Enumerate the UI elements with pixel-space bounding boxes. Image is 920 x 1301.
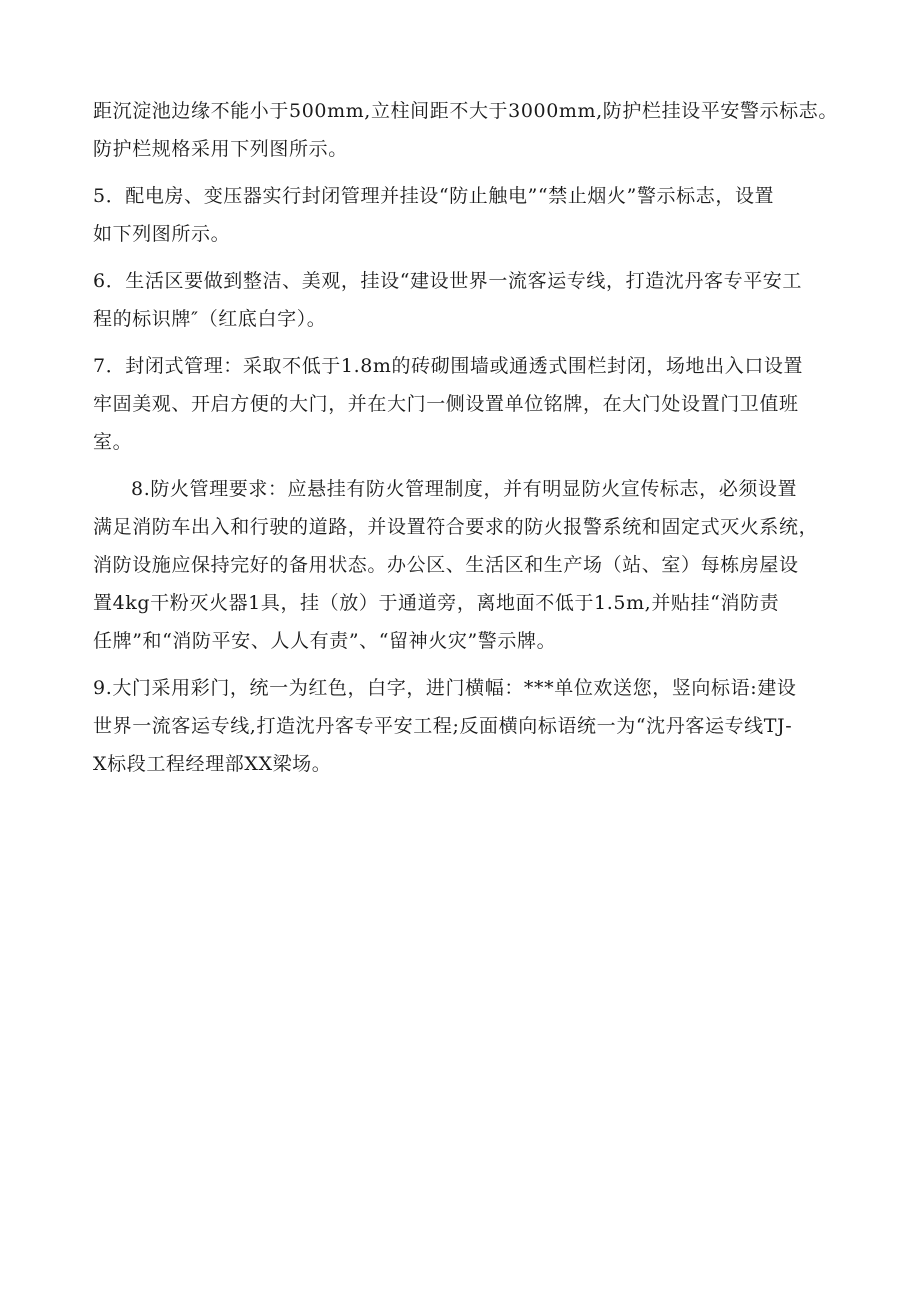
text-line: X标段工程经理部XX梁场。 [93, 753, 332, 775]
text-line: 牢固美观、开启方便的大门，并在大门一侧设置单位铭牌，在大门处设置门卫值班 [93, 393, 799, 415]
text-line: 满足消防车出入和行驶的道路，并设置符合要求的防火报警系统和固定式灭火系统， [93, 516, 819, 538]
text-line: 世界一流客运专线,打造沈丹客专平安工程;反面横向标语统一为“沈丹客运专线TJ- [93, 715, 793, 737]
text-line: 置4kg干粉灭火器1具，挂（放）于通道旁，离地面不低于1.5m,并贴挂“消防责 [93, 592, 780, 614]
paragraph-4-continued [93, 92, 838, 168]
text-line: 程的标识牌″（红底白字）。 [93, 308, 327, 330]
paragraph-6 [93, 262, 833, 338]
paragraph-9 [93, 669, 833, 783]
text-line: 消防设施应保持完好的备用状态。办公区、生活区和生产场（站、室）每栋房屋设 [93, 554, 799, 576]
text-line: 8.防火管理要求：应悬挂有防火管理制度，并有明显防火宣传标志，必须设置 [131, 478, 798, 500]
text-line: 5．配电房、变压器实行封闭管理并挂设“防止触电”“禁止烟火”警示标志，设置 [93, 185, 775, 207]
paragraph-5 [93, 177, 833, 253]
text-line: 6．生活区要做到整洁、美观，挂设“建设世界一流客运专线，打造沈丹客专平安工 [93, 270, 803, 292]
text-line: 距沉淀池边缘不能小于500mm,立柱间距不大于3000mm,防护栏挂设平安警示标志。 [93, 100, 838, 122]
text-line: 防护栏规格采用下列图所示。 [93, 138, 348, 160]
text-line: 9.大门采用彩门，统一为红色，白字，进门横幅：***单位欢送您，竖向标语:建设 [93, 677, 797, 699]
paragraph-7 [93, 347, 833, 461]
text-line: 室。 [93, 431, 133, 453]
paragraph-8 [93, 470, 833, 660]
text-line: 如下列图所示。 [93, 223, 231, 245]
text-line: 7．封闭式管理：采取不低于1.8m的砖砌围墙或通透式围栏封闭，场地出入口设置 [93, 355, 804, 377]
text-line: 任牌”和“消防平安、人人有责”、“留神火灾”警示牌。 [93, 630, 557, 652]
document-body [93, 92, 838, 783]
